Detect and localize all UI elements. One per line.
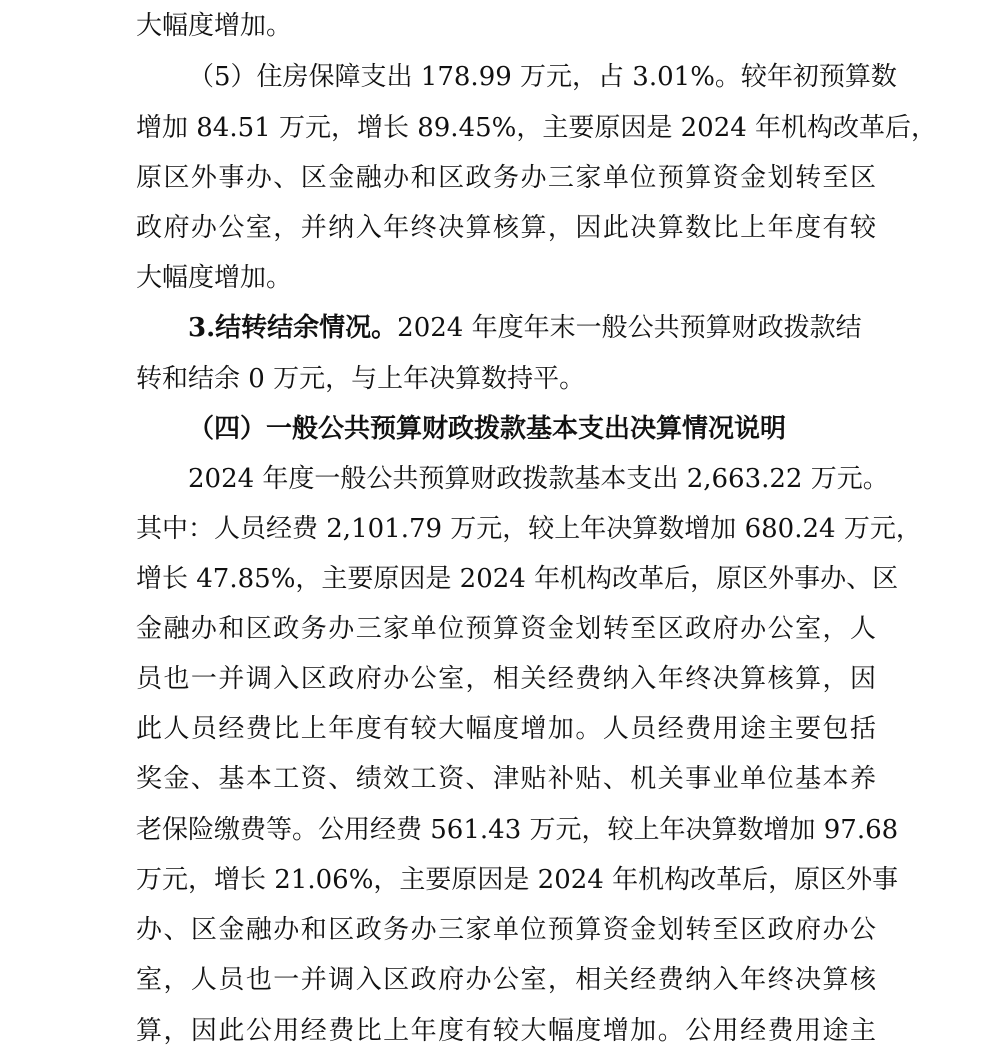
text-line: 金融办和区政务办三家单位预算资金划转至区政府办公室，人 — [136, 614, 876, 644]
text-line: 原区外事办、区金融办和区政务办三家单位预算资金划转至区 — [136, 163, 876, 193]
text-line: 转和结余 0 万元，与上年决算数持平。 — [136, 364, 586, 394]
text-line: 其中：人员经费 2,101.79 万元，较上年决算数增加 680.24 万元， — [136, 514, 922, 544]
text-line: 员也一并调入区政府办公室，相关经费纳入年终决算核算，因 — [136, 664, 876, 694]
text-line: 大幅度增加。 — [136, 263, 293, 293]
section-heading: 3.结转结余情况。 — [188, 313, 398, 343]
text-line: 增加 84.51 万元，增长 89.45%，主要原因是 2024 年机构改革后， — [136, 113, 938, 143]
text-span: 2024 年度年末一般公共预算财政拨款结 — [397, 313, 862, 343]
text-line: 此人员经费比上年度有较大幅度增加。人员经费用途主要包括 — [136, 714, 876, 744]
text-line: 大幅度增加。 — [136, 11, 293, 41]
text-line: 政府办公室，并纳入年终决算核算，因此决算数比上年度有较 — [136, 213, 876, 243]
text-line: 2024 年度一般公共预算财政拨款基本支出 2,663.22 万元。 — [188, 464, 889, 494]
text-line: 增长 47.85%，主要原因是 2024 年机构改革后，原区外事办、区 — [136, 564, 899, 594]
section-heading: （四）一般公共预算财政拨款基本支出决算情况说明 — [188, 414, 787, 444]
text-line: 算，因此公用经费比上年度有较大幅度增加。公用经费用途主 — [136, 1016, 876, 1046]
text-line: 奖金、基本工资、绩效工资、津贴补贴、机关事业单位基本养 — [136, 764, 876, 794]
text-line: 万元，增长 21.06%，主要原因是 2024 年机构改革后，原区外事 — [136, 865, 899, 895]
text-line: （5）住房保障支出 178.99 万元，占 3.01%。较年初预算数 — [188, 62, 897, 92]
text-line: 室，人员也一并调入区政府办公室，相关经费纳入年终决算核 — [136, 965, 876, 995]
text-line: 老保险缴费等。公用经费 561.43 万元，较上年决算数增加 97.68 — [136, 815, 899, 845]
text-line — [188, 306, 876, 350]
text-line: 办、区金融办和区政务办三家单位预算资金划转至区政府办公 — [136, 915, 876, 945]
